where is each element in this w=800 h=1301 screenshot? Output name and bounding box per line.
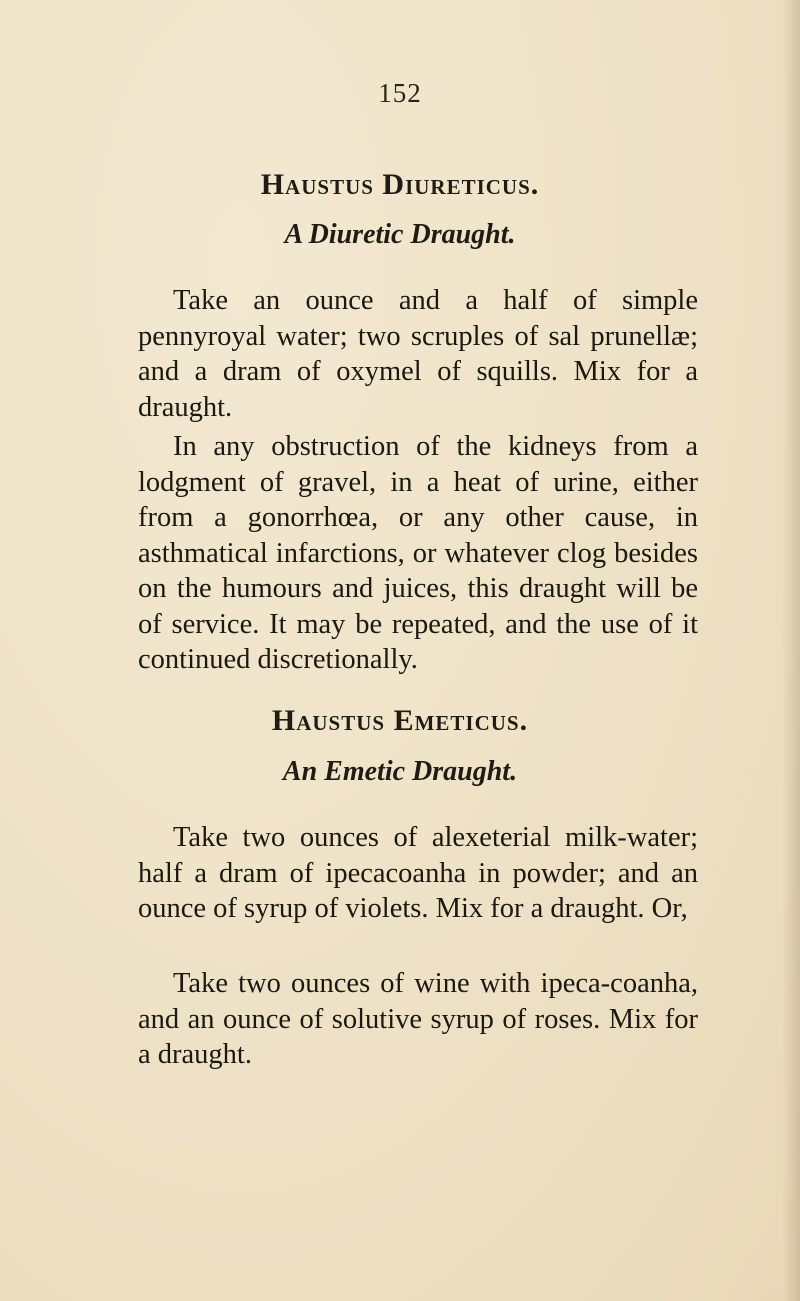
section-emetic-sub bbox=[0, 756, 800, 788]
paragraph: Take two ounces of alexeterial milk-water; half a dram of ipecacoanha in powder; and an ounce of syrup of violets. Mix for a draught. Or, bbox=[138, 822, 698, 924]
section-diuretic-sub bbox=[0, 219, 800, 251]
paragraph: Take an ounce and a half of simple pennyroyal water; two scruples of sal prunellæ; and a dram of oxymel of squills. Mix for a draught. bbox=[138, 285, 698, 423]
section-diuretic bbox=[0, 168, 800, 202]
paragraph: Take two ounces of wine with ipeca-coanha, and an ounce of solutive syrup of roses. Mix for a draught. bbox=[138, 968, 698, 1070]
section-subheading: A Diuretic Draught. bbox=[284, 219, 516, 250]
paragraph: In any obstruction of the kidneys from a lodgment of gravel, in a heat of urine, either from a gonorrhœa, or any other cause, in asthmatical infarctions, or whatever clog besides on the humours and juices, this draught will be of service. It may be repeated, and the use of it continued discretionally. bbox=[138, 431, 698, 675]
section-emetic bbox=[0, 704, 800, 738]
page-number: 152 bbox=[378, 78, 422, 108]
section-subheading: An Emetic Draught. bbox=[282, 756, 518, 787]
section-heading: Haustus Diureticus. bbox=[260, 168, 540, 201]
section-heading: Haustus Emeticus. bbox=[271, 704, 529, 737]
